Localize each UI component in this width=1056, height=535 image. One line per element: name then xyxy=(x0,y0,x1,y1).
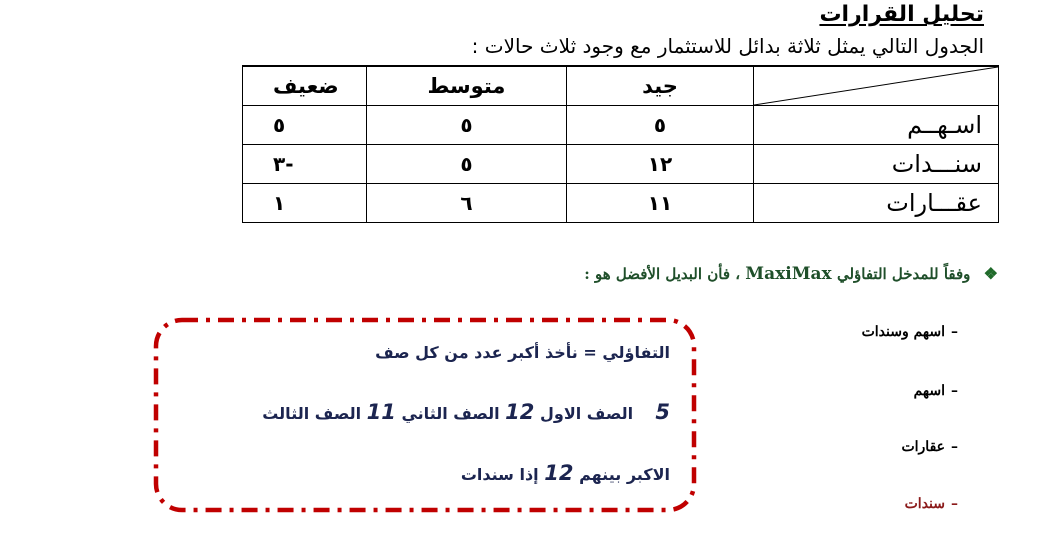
option-stocks-and-bonds[interactable] xyxy=(862,324,958,340)
option-dash: – xyxy=(951,439,958,455)
table-cell: ٥ xyxy=(367,145,567,184)
diagonal-line xyxy=(754,67,998,105)
table-row xyxy=(243,184,999,223)
solution-box xyxy=(152,316,698,514)
option-label: عقارات xyxy=(901,439,945,455)
table-row xyxy=(243,145,999,184)
option-label: اسهم وسندات xyxy=(861,324,945,340)
table-cell: ١ xyxy=(243,184,367,223)
header-medium: متوسط xyxy=(367,66,567,106)
question-line xyxy=(584,264,998,284)
table-cell: ١٢ xyxy=(567,145,754,184)
box-line-2 xyxy=(262,400,670,424)
table-cell: ٥ xyxy=(567,106,754,145)
row2-max: 12 xyxy=(505,400,535,424)
table-cell: -٣ xyxy=(243,145,367,184)
row1-max: 5 xyxy=(655,400,670,424)
row-label: عقـــارات xyxy=(754,184,999,223)
box-line-3 xyxy=(461,461,670,485)
option-bonds-answer[interactable] xyxy=(905,496,958,512)
table-header-row xyxy=(243,66,999,106)
question-suffix: ، فأن البديل الأفضل هو : xyxy=(584,265,741,283)
box-line-1: التفاؤلي = نأخذ أكبر عدد من كل صف xyxy=(375,343,670,362)
diamond-bullet-icon: ❖ xyxy=(983,264,998,283)
table-corner-cell xyxy=(754,66,999,106)
option-dash: – xyxy=(951,383,958,399)
table-cell: ١١ xyxy=(567,184,754,223)
option-stocks[interactable] xyxy=(914,383,958,399)
decision-table xyxy=(242,65,999,223)
row2-label: الصف الثاني xyxy=(401,404,500,423)
row-label: سنـــدات xyxy=(754,145,999,184)
header-good: جيد xyxy=(567,66,754,106)
option-dash: – xyxy=(951,496,958,512)
conclusion-prefix: الاكبر بينهم xyxy=(579,465,670,484)
intro-text: الجدول التالي يمثل ثلاثة بدائل للاستثمار مع وجود ثلاث حالات : xyxy=(471,34,984,58)
question-prefix: وفقاً للمدخل التفاؤلي xyxy=(836,265,971,283)
row1-label: الصف الاول xyxy=(539,404,634,423)
overall-max: 12 xyxy=(544,461,574,485)
row3-label: الصف الثالث xyxy=(262,404,362,423)
option-label: اسهم xyxy=(913,383,945,399)
table-row xyxy=(243,106,999,145)
row-label: اسـهــم xyxy=(754,106,999,145)
option-label: سندات xyxy=(904,496,945,512)
table-cell: ٥ xyxy=(367,106,567,145)
option-dash: – xyxy=(951,324,958,340)
header-weak: ضعيف xyxy=(243,66,367,106)
conclusion-suffix: إذا سندات xyxy=(460,465,539,484)
row3-max: 11 xyxy=(366,400,396,424)
table-cell: ٥ xyxy=(243,106,367,145)
table-cell: ٦ xyxy=(367,184,567,223)
option-real-estate[interactable] xyxy=(901,439,958,455)
method-name: MaxiMax xyxy=(745,264,832,284)
page-title: تحليل القرارات xyxy=(819,2,984,27)
